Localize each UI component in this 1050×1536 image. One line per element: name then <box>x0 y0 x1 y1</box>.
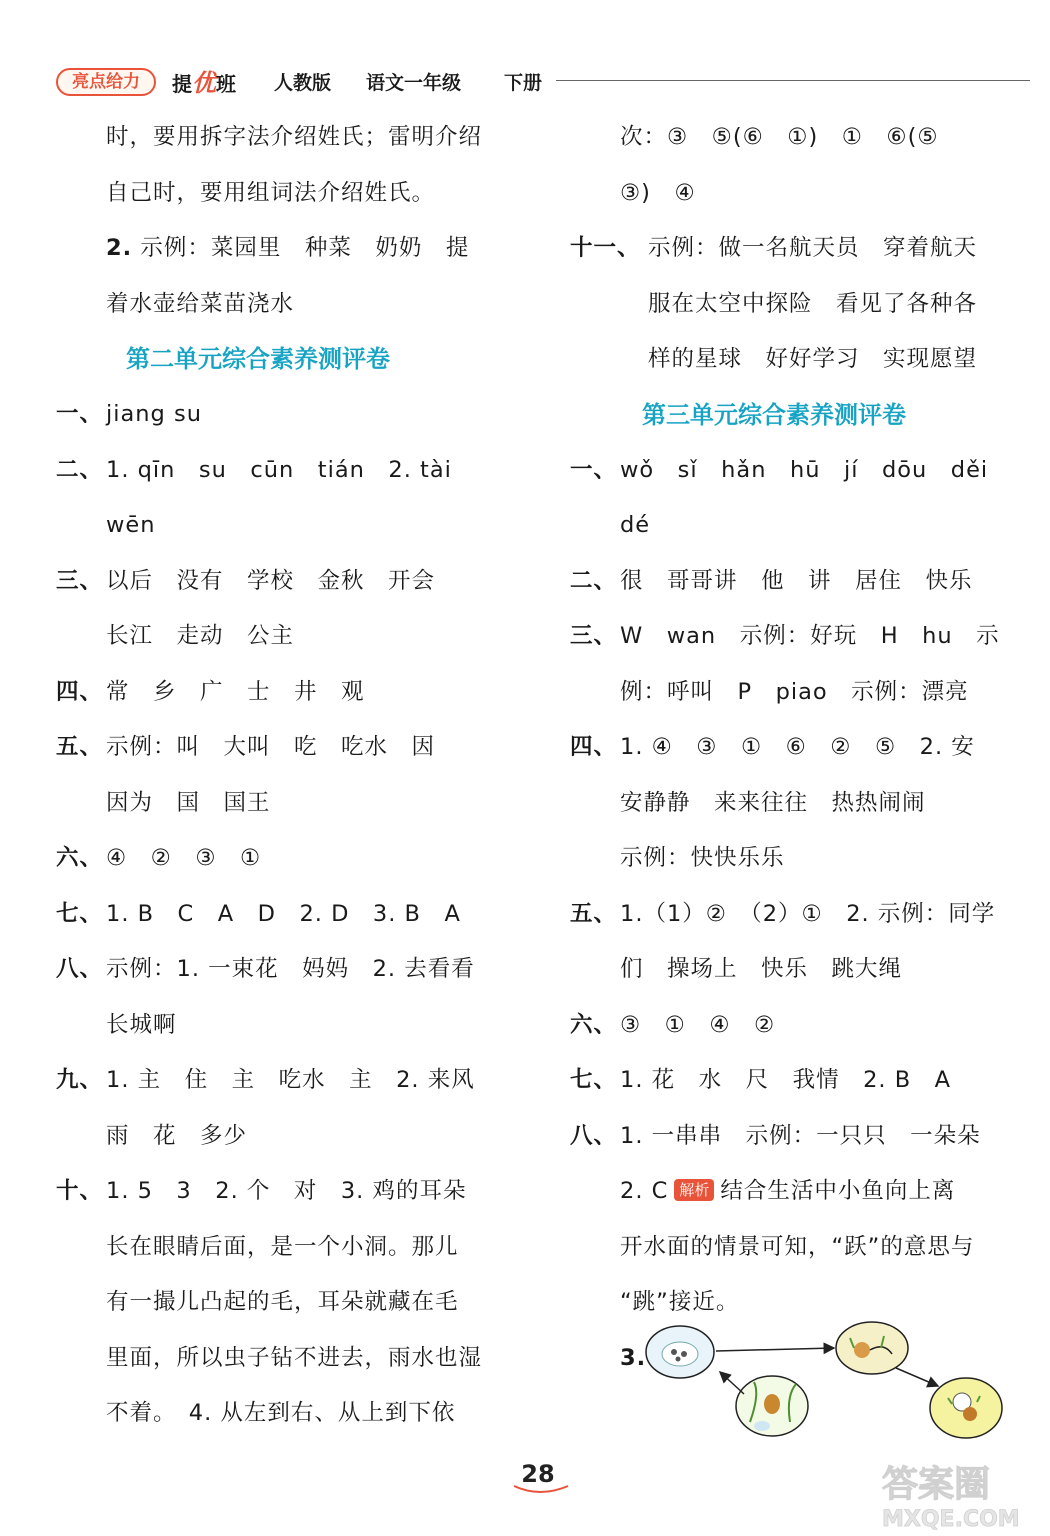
question-lead: 二、 <box>56 456 104 483</box>
page-number-swoosh <box>512 1482 570 1494</box>
answer-item <box>56 665 518 721</box>
arrow <box>896 1368 938 1386</box>
answer-item <box>56 831 518 887</box>
answer-line: 很 哥哥讲 他 讲 居住 快乐 <box>620 567 973 594</box>
answer-text: 示例：菜园里 种菜 奶奶 提 <box>140 235 470 261</box>
answer-item <box>56 942 518 1053</box>
answer-line: 有一撮儿凸起的毛，耳朵就藏在毛 <box>106 1289 459 1315</box>
young-frog-picture <box>736 1376 808 1436</box>
question-lead: 一、 <box>570 456 618 483</box>
unit3-answers <box>570 443 1030 1109</box>
answer-line: 服在太空中探险 看见了各种各 <box>648 290 978 317</box>
page-header <box>56 66 1030 100</box>
answer-line: 自己时，要用组词法介绍姓氏。 <box>106 179 436 206</box>
answer-line: 例：呼叫 P piao 示例：漂亮 <box>620 678 969 705</box>
question-lead: 四、 <box>570 734 618 760</box>
life-cycle-diagram <box>640 1318 1030 1440</box>
series-title-post: 班 <box>216 72 236 96</box>
right-column <box>570 110 1030 1386</box>
question-lead: 五、 <box>570 900 618 927</box>
answer-item <box>570 554 1030 610</box>
answer-text: 结合生活中小鱼向上离 <box>720 1178 956 1204</box>
answer-line: ③ ① ④ ② <box>620 1011 776 1038</box>
answer-line: 安静静 来来往往 热热闹闹 <box>620 789 926 816</box>
answer-item <box>570 720 1030 887</box>
answer-line: 雨 花 多少 <box>106 1122 248 1149</box>
answer-item <box>570 1053 1030 1109</box>
answer-line: ③) ④ <box>620 179 696 206</box>
series-title <box>172 68 236 99</box>
subject-label: 语文一年级 <box>366 72 462 94</box>
arrow <box>716 1348 834 1351</box>
question-lead: 二、 <box>570 567 618 594</box>
question-lead: 五、 <box>56 734 104 760</box>
page-number: 28 <box>521 1460 555 1488</box>
answer-line <box>106 221 518 277</box>
answer-line: 示例：1. 一束花 妈妈 2. 去看看 <box>106 956 475 982</box>
answer-line: W wan 示例：好玩 H hu 示 <box>620 623 1000 649</box>
series-title-pre: 提 <box>172 72 192 96</box>
answer-continuation <box>570 110 1030 221</box>
answer-line: 长在眼睛后面，是一个小洞。那儿 <box>106 1233 459 1260</box>
question-lead: 八、 <box>56 956 104 982</box>
answer-line: 1. 花 水 尺 我情 2. B A <box>620 1067 952 1093</box>
answer-item <box>570 443 1030 554</box>
answer-item <box>56 554 518 665</box>
answer-item <box>56 1053 518 1164</box>
question-lead: 四、 <box>56 678 104 705</box>
question-lead: 六、 <box>56 845 104 871</box>
unit2-title: 第二单元综合素养测评卷 <box>126 345 390 373</box>
answer-line: 1. qīn su cūn tián 2. tài <box>106 456 452 483</box>
answer-line: jiang su <box>106 401 202 427</box>
answer-line: 1. 主 住 主 吃水 主 2. 来风 <box>106 1067 475 1093</box>
answer-line: 长江 走动 公主 <box>106 623 295 649</box>
question-number: 2. <box>106 235 133 261</box>
question-lead: 三、 <box>56 567 104 594</box>
answer-line: 常 乡 广 士 井 观 <box>106 678 365 705</box>
question-lead: 八、 <box>570 1122 618 1149</box>
volume-label: 下册 <box>504 72 543 94</box>
question-lead: 十、 <box>56 1178 104 1204</box>
watermark <box>872 1456 1042 1534</box>
answer-line: 1. ④ ③ ① ⑥ ② ⑤ 2. 安 <box>620 734 975 760</box>
unit3-title: 第三单元综合素养测评卷 <box>642 400 906 429</box>
answer-item <box>56 887 518 943</box>
answer-line: 以后 没有 学校 金秋 开会 <box>106 567 436 594</box>
answer-continuation <box>56 110 518 221</box>
answer-q11 <box>570 221 1030 388</box>
question-lead: 六、 <box>570 1011 618 1038</box>
answer-line: 1. B C A D 2. D 3. B A <box>106 900 461 927</box>
answer-line: 因为 国 国王 <box>106 789 271 816</box>
answer-item <box>570 998 1030 1054</box>
header-rule <box>556 80 1030 81</box>
answer-line: “跳”接近。 <box>620 1289 740 1315</box>
answer-line: 们 操场上 快乐 跳大绳 <box>620 956 903 982</box>
question-lead: 一、 <box>56 401 104 427</box>
left-column <box>56 110 518 1442</box>
frog-picture <box>930 1378 1002 1438</box>
analysis-tag: 解析 <box>674 1179 714 1201</box>
answer-line: 样的星球 好好学习 实现愿望 <box>648 346 978 372</box>
unit2-answers <box>56 387 518 1442</box>
answer-line: 开水面的情景可知，“跃”的意思与 <box>620 1233 975 1260</box>
answer-line: 示例：叫 大叫 吃 吃水 因 <box>106 734 436 760</box>
answer-line: 示例：做一名航天员 穿着航天 <box>648 235 978 261</box>
question-lead: 七、 <box>570 1067 618 1093</box>
answer-item <box>56 720 518 831</box>
answer-line: dé <box>620 512 651 538</box>
answer-line: wǒ sǐ hǎn hū jí dōu děi <box>620 456 989 483</box>
edition-label: 人教版 <box>274 72 332 94</box>
answer-line: 1. 5 3 2. 个 对 3. 鸡的耳朵 <box>106 1178 467 1204</box>
answer-text: 2. C <box>620 1178 669 1204</box>
answer-line: ④ ② ③ ① <box>106 845 262 871</box>
answer-line: 1. 一串串 示例：一只只 一朵朵 <box>620 1122 981 1149</box>
answer-line: 1.（1）② （2）① 2. 示例：同学 <box>620 900 996 927</box>
answer-line: wēn <box>106 512 156 538</box>
answer-item <box>570 887 1030 998</box>
answer-line: 示例：快快乐乐 <box>620 845 785 871</box>
answer-line: 里面，所以虫子钻不进去，雨水也湿 <box>106 1344 483 1371</box>
arrow <box>720 1372 744 1394</box>
answer-item <box>56 443 518 554</box>
answer-line: 时，要用拆字法介绍姓氏；雷明介绍 <box>106 124 483 150</box>
answer-line: 着水壶给菜苗浇水 <box>106 290 295 317</box>
series-title-accent: 优 <box>192 69 216 97</box>
answer-line: 长城啊 <box>106 1011 177 1038</box>
question-lead: 七、 <box>56 900 104 927</box>
question-lead: 九、 <box>56 1067 104 1093</box>
answer-line <box>620 1164 1030 1220</box>
answer-q2 <box>56 221 518 332</box>
question-lead: 三、 <box>570 623 618 649</box>
answer-line: 不着。 4. 从左到右、从上到下依 <box>106 1400 456 1426</box>
frog-eggs-picture <box>646 1326 714 1378</box>
watermark-top: 答案圈 <box>882 1464 991 1505</box>
answer-line: 次：③ ⑤(⑥ ①) ① ⑥(⑤ <box>620 124 939 150</box>
question-number: 3. <box>620 1344 647 1371</box>
answer-item <box>56 1164 518 1442</box>
brand-badge: 亮点给力 <box>56 68 156 96</box>
answer-item <box>56 387 518 443</box>
question-lead: 十一、 <box>570 235 641 261</box>
watermark-bottom: MXQE.COM <box>882 1507 1020 1532</box>
answer-item <box>570 609 1030 720</box>
tadpole-picture <box>836 1322 908 1374</box>
